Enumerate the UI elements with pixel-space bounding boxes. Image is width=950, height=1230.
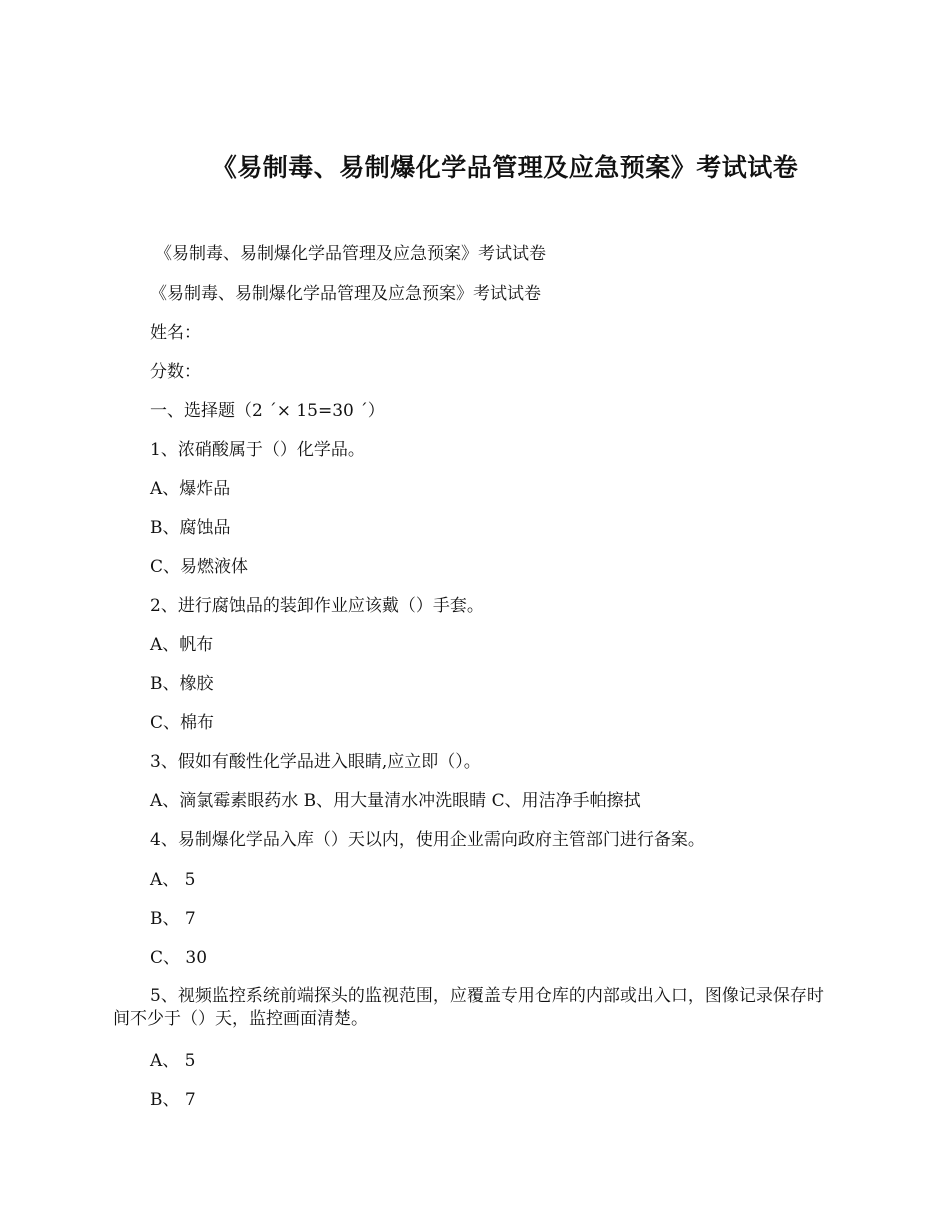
answer-option: B、腐蚀品 [150,518,231,538]
answer-option: A、爆炸品 [150,479,231,499]
question-text: 5、视频监控系统前端探头的监视范围，应覆盖专用仓库的内部或出入口，图像记录保存时间不少于（）天，监控画面清楚。 [113,986,824,1029]
question-text: 4、易制爆化学品入库（）天以内，使用企业需向政府主管部门进行备案。 [150,830,705,850]
answer-option: C、易燃液体 [150,557,249,577]
score-field-label: 分数： [150,362,201,382]
subtitle-line: 《易制毒、易制爆化学品管理及应急预案》考试试卷 [150,284,541,304]
subtitle-line: 《易制毒、易制爆化学品管理及应急预案》考试试卷 [155,244,546,264]
answer-option: A、 5 [150,1051,196,1071]
answer-option: C、棉布 [150,713,215,733]
answer-option: B、 7 [150,909,196,929]
answer-option: A、 5 [150,870,196,890]
answer-option: A、帆布 [150,635,214,655]
answer-options-inline: A、滴氯霉素眼药水 B、用大量清水冲洗眼睛 C、用洁净手帕擦拭 [150,791,641,811]
answer-option: B、橡胶 [150,674,214,694]
question-text: 3、假如有酸性化学品进入眼睛,应立即（）。 [150,752,481,772]
section-heading: 一、选择题（2 ´× 15=30 ´） [150,401,385,421]
question-text: 1、浓硝酸属于（）化学品。 [150,440,365,460]
question-text: 2、进行腐蚀品的装卸作业应该戴（）手套。 [150,596,484,616]
page-title: 《易制毒、易制爆化学品管理及应急预案》考试试卷 [211,153,799,182]
answer-option: B、 7 [150,1090,196,1110]
answer-option: C、 30 [150,948,208,968]
name-field-label: 姓名： [150,323,201,343]
